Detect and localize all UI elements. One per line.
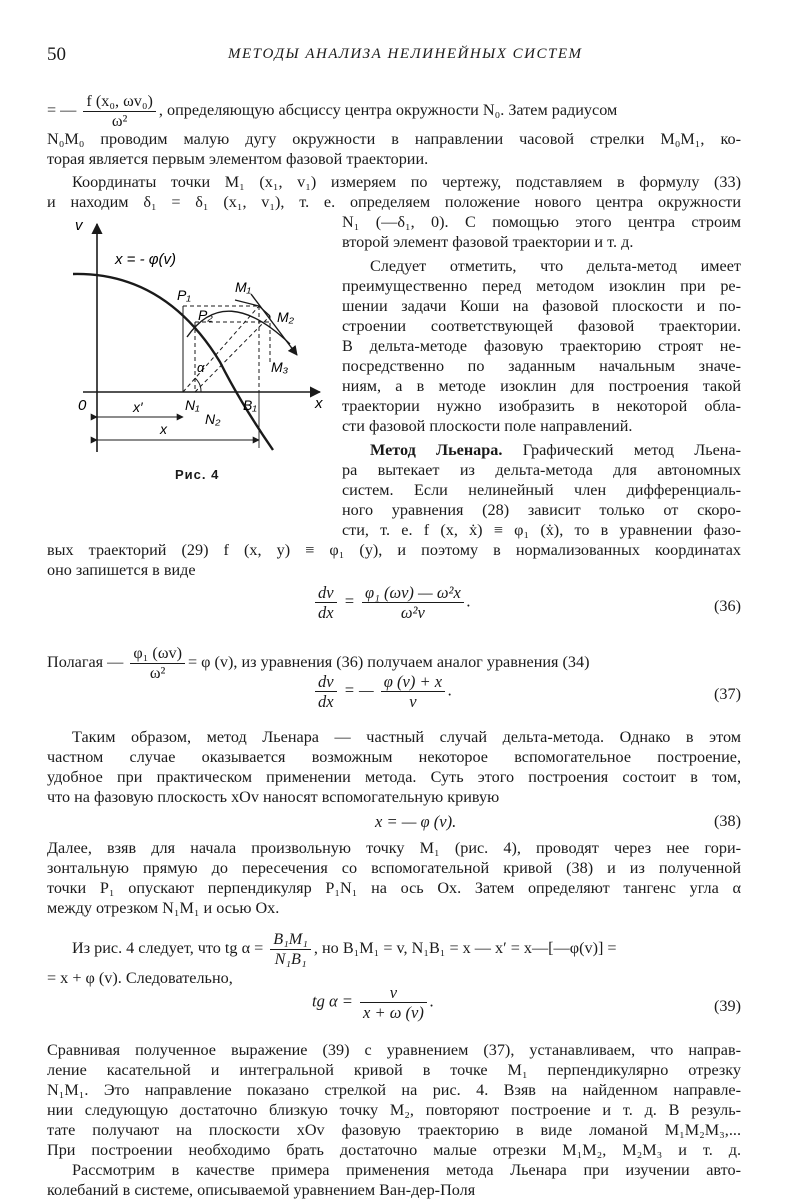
text-line: сти, т. е. f (x, ẋ) ≡ φ₁ (ẋ), то в уравнении фазо- bbox=[342, 521, 741, 539]
eq36-rhs-den: ω²v bbox=[400, 603, 425, 622]
equation-37 bbox=[312, 672, 452, 711]
equation-39 bbox=[312, 983, 434, 1022]
eq36-dot: . bbox=[466, 591, 471, 611]
eq37-rhs-num: φ (v) + x bbox=[381, 672, 445, 692]
text-line: второй элемент фазовой траектории и т. д. bbox=[342, 233, 634, 251]
running-title: МЕТОДЫ АНАЛИЗА НЕЛИНЕЙНЫХ СИСТЕМ bbox=[228, 46, 583, 62]
text-line: Таким образом, метод Льенара — частный случай дельта-метода. Однако в этом bbox=[72, 728, 741, 746]
label-alpha: α bbox=[197, 360, 205, 375]
p5-lead: — bbox=[107, 653, 124, 672]
p5-num: φ₁ (ωv) bbox=[130, 644, 185, 664]
text-line: систем. Если нелинейный член дифференциаль- bbox=[342, 481, 741, 499]
text-p8-post: , но B₁M₁ = v, N₁B₁ = x — x′ = x—[—φ(v)] = bbox=[313, 939, 617, 958]
text-line: посредственно по заданным начальным значе- bbox=[342, 357, 741, 375]
eq39-num: v bbox=[360, 983, 427, 1003]
label-n1: N₁ bbox=[185, 397, 200, 413]
label-n2: N₂ bbox=[205, 411, 221, 427]
figure-4 bbox=[45, 212, 335, 462]
label-x-axis: x bbox=[315, 395, 323, 412]
text-line: зонтальную прямую до пересечения со вспомогательной кривой (38) и из полученной bbox=[47, 859, 741, 877]
label-p1: P₁ bbox=[177, 287, 191, 303]
text-line: Координаты точки M₁ (x₁, v₁) измеряем по чертежу, подставляем в формулу (33) bbox=[72, 173, 741, 191]
text-p4-l1: Графический метод Льена- bbox=[502, 441, 741, 459]
text-line: нии следующую достаточно близкую точку M₂, повторяют построение и т. д. В резуль- bbox=[47, 1101, 741, 1119]
text-p8-pre: Из рис. 4 следует, что tg α = bbox=[72, 939, 264, 958]
text-p1-l1: , определяющую абсциссу центра окружности N₀. Затем радиусом bbox=[158, 101, 618, 120]
eq39-lhs: tg α = bbox=[312, 991, 353, 1011]
label-curve: x = - φ(v) bbox=[115, 251, 177, 268]
eq36-lhs-num: dv bbox=[315, 583, 337, 603]
text-line: строении соответствующей фазовой траектории. bbox=[342, 317, 741, 335]
eq39-dot: . bbox=[429, 991, 434, 1011]
eq37-lhs-num: dv bbox=[315, 672, 337, 692]
section-heading-lienard: Метод Льенара. bbox=[370, 441, 503, 459]
text-line: частном случае оказывается возможным некоторое вспомогательное построение, bbox=[47, 748, 741, 766]
trajectory-polyline bbox=[235, 300, 270, 316]
equation-number-39: (39) bbox=[714, 997, 741, 1015]
eq37-rhs-den: v bbox=[409, 692, 417, 711]
text-line: между отрезком N₁M₁ и осью Ox. bbox=[47, 899, 280, 917]
text-line: N₁ (—δ₁, 0). С помощью этого центра строим bbox=[342, 213, 741, 231]
label-m2: M₂ bbox=[277, 309, 295, 325]
text-line: преимущественно перед методом изоклин при ре- bbox=[342, 277, 741, 295]
text-line: колебаний в системе, описываемой уравнением Ван-дер-Поля bbox=[47, 1181, 476, 1199]
p5-rhs: = φ (v), bbox=[187, 653, 238, 672]
eq37-equals: = — bbox=[343, 680, 374, 700]
formula-f0-lead: = — bbox=[47, 101, 77, 120]
equation-36 bbox=[312, 583, 471, 622]
equation-number-37: (37) bbox=[714, 685, 741, 703]
label-p2: P₂ bbox=[198, 307, 213, 323]
text-line: сти фазовой плоскости поле направлений. bbox=[342, 417, 633, 435]
auxiliary-curve bbox=[73, 274, 273, 450]
paragraph-1-line-1 bbox=[47, 92, 617, 131]
eq37-lhs-den: dx bbox=[318, 692, 334, 711]
eq36-lhs-den: dx bbox=[318, 603, 334, 622]
figure-caption: Рис. 4 bbox=[175, 467, 220, 482]
text-line: Сравнивая полученное выражение (39) с уравнением (37), устанавливаем, что направ- bbox=[47, 1041, 741, 1059]
p5-den: ω² bbox=[149, 664, 166, 682]
label-x-dimension: x bbox=[160, 421, 167, 437]
equation-38: x = — φ (v). bbox=[375, 812, 457, 831]
label-origin: 0 bbox=[78, 397, 87, 414]
text-line: ниям, а в методе изоклин для построения такой bbox=[342, 377, 741, 395]
text-line: При построении необходимо брать достаточно малые отрезки M₁M₂, M₂M₃ и т. д. bbox=[47, 1141, 741, 1159]
text-line: Следует отметить, что дельта-метод имеет bbox=[370, 257, 741, 275]
paragraph-tg-alpha bbox=[72, 930, 617, 969]
text-line: N₀M₀ проводим малую дугу окружности в направлении часовой стрелки M₀M₁, ко- bbox=[47, 130, 741, 148]
p8-den: N₁B₁ bbox=[274, 950, 307, 968]
text-line: траектории нужно изобразить в некоторой обла- bbox=[342, 397, 741, 415]
text-line: Далее, взяв для начала произвольную точку M₁ (рис. 4), проводят через нее гори- bbox=[47, 839, 741, 857]
page-number: 50 bbox=[47, 44, 66, 65]
text-line: вых траекторий (29) f (x, y) ≡ φ₁ (y), и поэтому в нормализованных координатах bbox=[47, 541, 741, 559]
text-line: Рассмотрим в качестве примера применения метода Льенара при изучении авто- bbox=[72, 1161, 741, 1179]
equation-number-36: (36) bbox=[714, 597, 741, 615]
segment-n1-m1 bbox=[183, 306, 259, 392]
text-line: шении задачи Коши на фазовой плоскости и по- bbox=[342, 297, 741, 315]
label-m1: M₁ bbox=[235, 279, 252, 295]
text-p5-post: из уравнения (36) получаем аналог уравнения (34) bbox=[241, 653, 590, 672]
angle-alpha-arc bbox=[195, 378, 201, 392]
eq36-rhs-num: φ₁ (ωv) — ω²x bbox=[362, 583, 464, 603]
text-p5-pre: Полагая bbox=[47, 653, 104, 672]
label-x-prime: x′ bbox=[133, 399, 143, 415]
text-line: = x + φ (v). Следовательно, bbox=[47, 969, 233, 987]
text-line: что на фазовую плоскость xOv наносят вспомогательную кривую bbox=[47, 788, 500, 806]
eq39-den: x + ω (v) bbox=[363, 1003, 424, 1022]
eq37-dot: . bbox=[448, 680, 453, 700]
text-line: и находим δ₁ = δ₁ (x₁, v₁), т. е. определяем положение нового центра окружности bbox=[47, 193, 741, 211]
formula-f0-fraction bbox=[83, 92, 155, 131]
text-line: точки P₁ опускают перпендикуляр P₁N₁ на ось Ox. Затем определяют тангенс угла α bbox=[47, 879, 741, 897]
formula-f0-den: ω² bbox=[111, 112, 128, 130]
text-line: тате получают на плоскости xOv фазовую траекторию в виде ломаной M₁M₂M₃,... bbox=[47, 1121, 741, 1139]
label-v-axis: v bbox=[75, 217, 83, 234]
label-b1: B₁ bbox=[243, 397, 257, 413]
label-m3: M₃ bbox=[271, 359, 289, 375]
text-line: торая является первым элементом фазовой траектории. bbox=[47, 150, 429, 168]
text-line: удобное при практическом применении метода. Суть этого построения состоит в том, bbox=[47, 768, 741, 786]
text-line: ление касательной и интегральной кривой в точке M₁ перпендикулярно отрезку bbox=[47, 1061, 741, 1079]
text-line: оно запишется в виде bbox=[47, 561, 196, 579]
text-line: В дельта-методе фазовую траекторию строят не- bbox=[342, 337, 741, 355]
eq36-equals: = bbox=[343, 591, 355, 611]
text-line: N₁M₁. Это направление показано стрелкой на рис. 4. Взяв на найденном направле- bbox=[47, 1081, 741, 1099]
text-line: ного уравнения (28) зависит только от скоро- bbox=[342, 501, 741, 519]
formula-f0-num: f (x₀, ωv₀) bbox=[83, 92, 155, 112]
p8-num: B₁M₁ bbox=[270, 930, 311, 950]
text-line: ра вытекает из дельта-метода для автономных bbox=[342, 461, 741, 479]
paragraph-lienard-line-1 bbox=[370, 440, 741, 460]
equation-number-38: (38) bbox=[714, 812, 741, 830]
